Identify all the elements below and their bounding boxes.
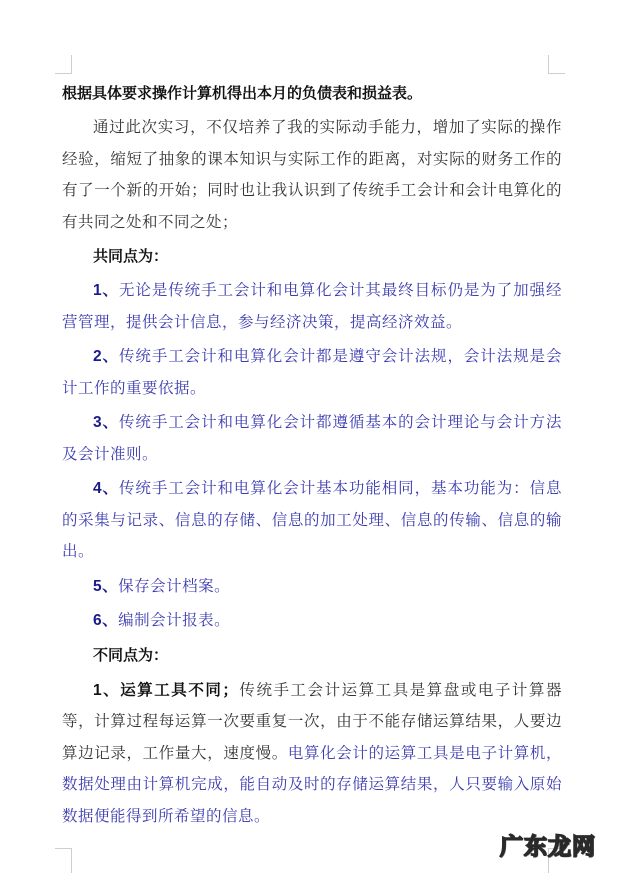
intro-paragraph: 通过此次实习，不仅培养了我的实际动手能力，增加了实际的操作经验，缩短了抽象的课本知识与实际工作的距离，对实际的财务工作的有了一个新的开始；同时也让我认识到了传统手工会计和会计电算化的有共同之处和不同之处； — [62, 118, 562, 231]
common-heading: 共同点为： — [93, 247, 169, 265]
common-point-5 — [62, 571, 562, 603]
point-text: 编制会计报表。 — [118, 611, 231, 629]
title-line: 根据具体要求操作计算机得出本月的负债表和损益表。 — [62, 84, 423, 102]
point-number: 1、 — [93, 681, 121, 699]
common-point-4 — [62, 473, 562, 568]
point-text: 传统手工会计和电算化会计都是遵守会计法规，会计法规是会计工作的重要依据。 — [62, 347, 562, 397]
point-text: 传统手工会计和电算化会计都遵循基本的会计理论与会计方法及会计准则。 — [62, 413, 562, 463]
different-heading: 不同点为： — [93, 645, 169, 664]
point-number: 2、 — [93, 348, 119, 365]
watermark-logo: 广东龙网 — [500, 834, 596, 860]
common-point-6 — [62, 605, 562, 637]
point-text: 传统手工会计和电算化会计基本功能相同，基本功能为：信息的采集与记录、信息的存储、信息的加工处理、信息的传输、信息的输出。 — [62, 479, 562, 560]
common-point-3 — [62, 407, 562, 470]
point-text: 保存会计档案。 — [118, 576, 231, 595]
different-point-1 — [62, 674, 562, 833]
point-number: 3、 — [93, 414, 119, 431]
point-text: 无论是传统手工会计和电算化会计其最终目标仍是为了加强经营管理，提供会计信息，参与经济决策，提高经济效益。 — [62, 281, 562, 331]
point-text-manual: 传统手工会计运算工具是算盘或电子计算器等，计算过程每运算一次要重复一次，由于不能存储运算结果，人要边算边记录，工作量大，速度慢。 — [62, 680, 562, 762]
common-point-2 — [62, 341, 562, 404]
point-title: 运算工具不同； — [120, 679, 239, 699]
page-corner-mark-top-right — [548, 55, 565, 74]
point-number: 4、 — [93, 480, 119, 497]
point-number: 5、 — [93, 577, 119, 595]
page-corner-mark-top-left — [55, 55, 72, 74]
point-number: 6、 — [93, 612, 119, 629]
point-number: 1、 — [93, 282, 119, 299]
page-corner-mark-bottom-left — [55, 848, 72, 873]
point-text-computerized: 电算化会计的运算工具是电子计算机，数据处理由计算机完成，能自动及时的存储运算结果，人只要输入原始数据便能得到所希望的信息。 — [62, 743, 562, 825]
common-point-1 — [62, 275, 562, 338]
document-body — [62, 78, 562, 832]
